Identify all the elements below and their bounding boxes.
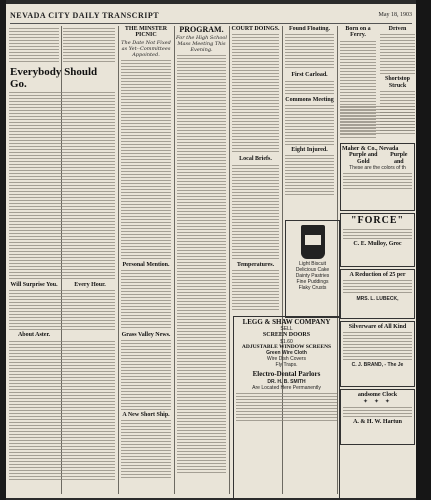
masthead [10, 7, 412, 24]
article-text [9, 290, 115, 330]
article-text [9, 341, 115, 481]
article-headline: Personal Mention. [122, 261, 170, 268]
article-text [285, 155, 334, 195]
ad-heading: Maher & Co., Nevada [342, 146, 399, 152]
article-headline: Born on a Ferry. [345, 26, 371, 39]
article-text [9, 92, 115, 280]
ad-line: C. J. BRAND, - The Je [351, 362, 404, 369]
article-text [121, 270, 171, 330]
ad-heading: Purple and [390, 152, 408, 165]
article-text [121, 340, 171, 410]
article-text [380, 34, 415, 74]
ad-line: Fine Puddings [296, 279, 329, 285]
article-subhead: For the High School Mass Meeting This Evening. [176, 35, 227, 54]
ad-line: Dainty Pastries [295, 273, 330, 279]
article-text [285, 34, 334, 70]
ad-text [343, 332, 412, 360]
ad-heading: C. E. Mulloy, Groc [353, 240, 402, 247]
ad-heading: LEGG & SHAW COMPANY [242, 318, 331, 326]
column-5 [284, 26, 335, 216]
article-text [177, 55, 226, 475]
column-3 [176, 26, 227, 494]
silverware-ad [340, 321, 415, 387]
legg-shaw-ad [233, 316, 340, 498]
ad-heading: ADJUSTABLE WINDOW SCREENS [241, 343, 332, 350]
article-text [285, 105, 334, 145]
ad-text [343, 173, 412, 191]
ad-text [343, 280, 412, 294]
article-text [121, 60, 171, 260]
ad-line: Flaky Crusts [298, 285, 327, 291]
ad-line: Wire Dish Covers [267, 356, 306, 363]
column-1 [8, 26, 116, 494]
article-text [63, 28, 115, 64]
maher-ad [340, 143, 415, 211]
baking-powder-can-icon [301, 225, 325, 259]
article-headline: Eight Injured. [291, 146, 328, 153]
article-headline: Local Briefs. [239, 156, 272, 163]
article-headline: Grass Valley News. [121, 331, 171, 338]
article-headline: THE MINSTER PICNIC [124, 26, 168, 39]
column-rule [174, 26, 175, 494]
ad-line: MRS. L. LUBECK, [356, 296, 399, 303]
ad-heading: andsome Clock [357, 392, 398, 398]
masthead-date: May 18, 1903 [378, 12, 412, 18]
article-headline: Temperatures. [236, 261, 275, 268]
article-subhead: The Date Not Fixed as Yet--Committees Appointed. [121, 39, 171, 58]
force-ad [340, 213, 415, 267]
article-headline: Every Hour. [74, 282, 106, 289]
ad-line: DR. H. B. SMITH [267, 378, 306, 385]
ad-heading: SCREEN DOORS [262, 332, 311, 339]
baking-powder-ad [285, 220, 340, 318]
article-text [232, 270, 279, 310]
ad-line: Delicious Cake [295, 267, 330, 273]
page-edge [416, 0, 431, 500]
article-headline: About Aster. [17, 332, 51, 339]
ad-line: Green Wire Cloth [266, 350, 307, 357]
article-headline: Commons Meeting [285, 96, 334, 103]
article-headline: Found Floating. [288, 26, 330, 32]
ad-line: Are Located Here Permanently [252, 384, 321, 391]
article-headline: Shortstop Struck [384, 76, 410, 89]
article-headline: First Carload. [291, 72, 328, 79]
column-rule [229, 26, 230, 494]
ad-heading: Purple and Gold [349, 152, 378, 165]
clock-ad [340, 389, 415, 445]
article-headline: Will Surprise You. [10, 282, 58, 289]
ad-text [343, 229, 412, 239]
ornament-icon: ✦ ✦ ✦ [363, 398, 392, 406]
ad-heading: A Reduction of 25 per [349, 272, 406, 278]
reduction-ad [340, 269, 415, 319]
article-text [285, 81, 334, 95]
article-headline: PROGRAM. [179, 26, 224, 34]
ad-line: Light Biscuit [299, 261, 326, 267]
article-text [232, 34, 279, 154]
ad-heading: "FORCE" [350, 215, 405, 226]
column-rule [118, 26, 119, 494]
ad-heading: Electro-Dental Parlors [252, 370, 321, 379]
ad-line: These are the colors of th [349, 164, 406, 171]
article-headline: Everybody Should Go. [10, 66, 98, 90]
ad-heading: A. & H. W. Hartun [353, 419, 402, 426]
right-column-top [339, 104, 416, 138]
masthead-title: NEVADA CITY DAILY TRANSCRIPT [10, 10, 160, 20]
article-text [9, 28, 59, 64]
ad-line: Fly Traps. [275, 362, 298, 369]
ad-line: SELL [280, 326, 293, 333]
article-headline: COURT DOINGS. [231, 26, 280, 32]
right-ads-column [339, 141, 416, 496]
article-text [340, 106, 415, 136]
ad-text [343, 407, 412, 417]
article-headline: A New Short Ship. [122, 412, 170, 419]
ad-text [236, 393, 337, 421]
newspaper-page [6, 4, 416, 498]
article-text [121, 420, 171, 480]
article-text [232, 165, 279, 260]
ad-heading: Silverware of All Kind [348, 324, 407, 330]
ad-price: $1.60 [280, 338, 293, 345]
column-2 [120, 26, 172, 494]
article-headline: Driven [388, 26, 407, 32]
